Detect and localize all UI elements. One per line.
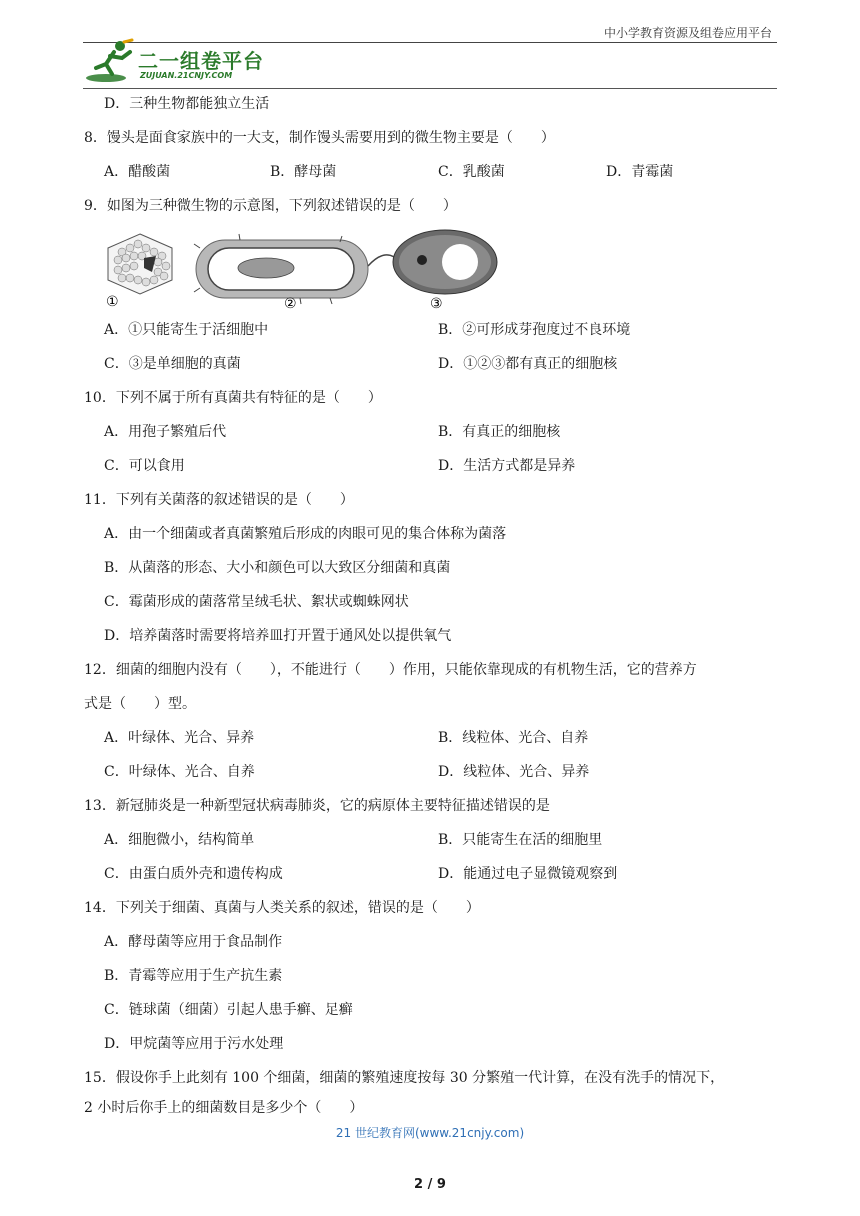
yeast-cell-illustration (393, 230, 497, 294)
virus-illustration (108, 234, 172, 294)
q10-stem: 10．下列不属于所有真菌共有特征的是（ ） (84, 390, 382, 406)
logo-subtitle: ZUJUAN.21CNJY.COM (140, 71, 233, 80)
q12-option-d: D．线粒体、光合、异养 (438, 764, 590, 780)
runner-logo-icon (84, 38, 138, 84)
figure-label-3: ③ (430, 296, 443, 312)
q12-option-b: B．线粒体、光合、自养 (438, 730, 589, 746)
page-number: 2 / 9 (414, 1177, 446, 1192)
q14-option-d: D．甲烷菌等应用于污水处理 (104, 1036, 284, 1052)
header-bottom-rule (83, 88, 777, 89)
q9-option-a: A．①只能寄生于活细胞中 (104, 322, 269, 338)
q10-option-c: C．可以食用 (104, 458, 185, 474)
logo-title: 二一组卷平台 (138, 49, 264, 73)
q11-option-c: C．霉菌形成的菌落常呈绒毛状、絮状或蜘蛛网状 (104, 594, 409, 610)
q13-option-a: A．细胞微小，结构简单 (104, 832, 255, 848)
q13-stem: 13．新冠肺炎是一种新型冠状病毒肺炎，它的病原体主要特征描述错误的是 (84, 798, 550, 814)
figure-label-2: ② (284, 296, 297, 312)
q13-option-c: C．由蛋白质外壳和遗传构成 (104, 866, 283, 882)
q15-stem-line1: 15．假设你手上此刻有 100 个细菌，细菌的繁殖速度按每 30 分繁殖一代计算，在没有洗手的情况下， (84, 1070, 725, 1086)
q9-option-c: C．③是单细胞的真菌 (104, 356, 241, 372)
q11-option-d: D．培养菌落时需要将培养皿打开置于通风处以提供氧气 (104, 628, 452, 644)
site-logo (84, 38, 284, 84)
q9-option-d: D．①②③都有真正的细胞核 (438, 356, 618, 372)
q10-option-a: A．用孢子繁殖后代 (104, 424, 227, 440)
q11-option-a: A．由一个细菌或者真菌繁殖后形成的肉眼可见的集合体称为菌落 (104, 526, 507, 542)
q13-option-d: D．能通过电子显微镜观察到 (438, 866, 618, 882)
q12-option-c: C．叶绿体、光合、自养 (104, 764, 255, 780)
q11-option-b: B．从菌落的形态、大小和颜色可以大致区分细菌和真菌 (104, 560, 451, 576)
q8-option-d: D．青霉菌 (606, 164, 674, 180)
q8-option-a: A．醋酸菌 (104, 164, 171, 180)
q12-option-a: A．叶绿体、光合、异养 (104, 730, 255, 746)
q9-option-b: B．②可形成芽孢度过不良环境 (438, 322, 631, 338)
q14-option-c: C．链球菌（细菌）引起人患手癣、足癣 (104, 1002, 353, 1018)
q12-stem-line2: 式是（ ）型。 (84, 696, 196, 712)
q8-option-b: B．酵母菌 (270, 164, 337, 180)
q12-stem-line1: 12．细菌的细胞内没有（ ），不能进行（ ）作用，只能依靠现成的有机物生活，它的营养方 (84, 662, 697, 678)
q9-stem: 9．如图为三种微生物的示意图，下列叙述错误的是（ ） (84, 198, 457, 214)
q14-stem: 14．下列关于细菌、真菌与人类关系的叙述，错误的是（ ） (84, 900, 480, 916)
q8-option-c: C．乳酸菌 (438, 164, 505, 180)
header-platform-name: 中小学教育资源及组卷应用平台 (603, 26, 772, 40)
q10-option-b: B．有真正的细胞核 (438, 424, 561, 440)
figure-label-1: ① (106, 294, 119, 310)
q8-stem: 8．馒头是面食家族中的一大支，制作馒头需要用到的微生物主要是（ ） (84, 130, 555, 146)
q14-option-b: B．青霉等应用于生产抗生素 (104, 968, 283, 984)
footer-site-link[interactable]: 21 世纪教育网(www.21cnjy.com) (335, 1126, 525, 1140)
q9-microbe-figure (100, 228, 510, 312)
q15-stem-line2: 2 小时后你手上的细菌数目是多少个（ ） (84, 1100, 364, 1116)
q13-option-b: B．只能寄生在活的细胞里 (438, 832, 603, 848)
q10-option-d: D．生活方式都是异养 (438, 458, 576, 474)
q11-stem: 11．下列有关菌落的叙述错误的是（ ） (84, 492, 354, 508)
q7-option-d: D．三种生物都能独立生活 (104, 96, 270, 112)
q14-option-a: A．酵母菌等应用于食品制作 (104, 934, 283, 950)
